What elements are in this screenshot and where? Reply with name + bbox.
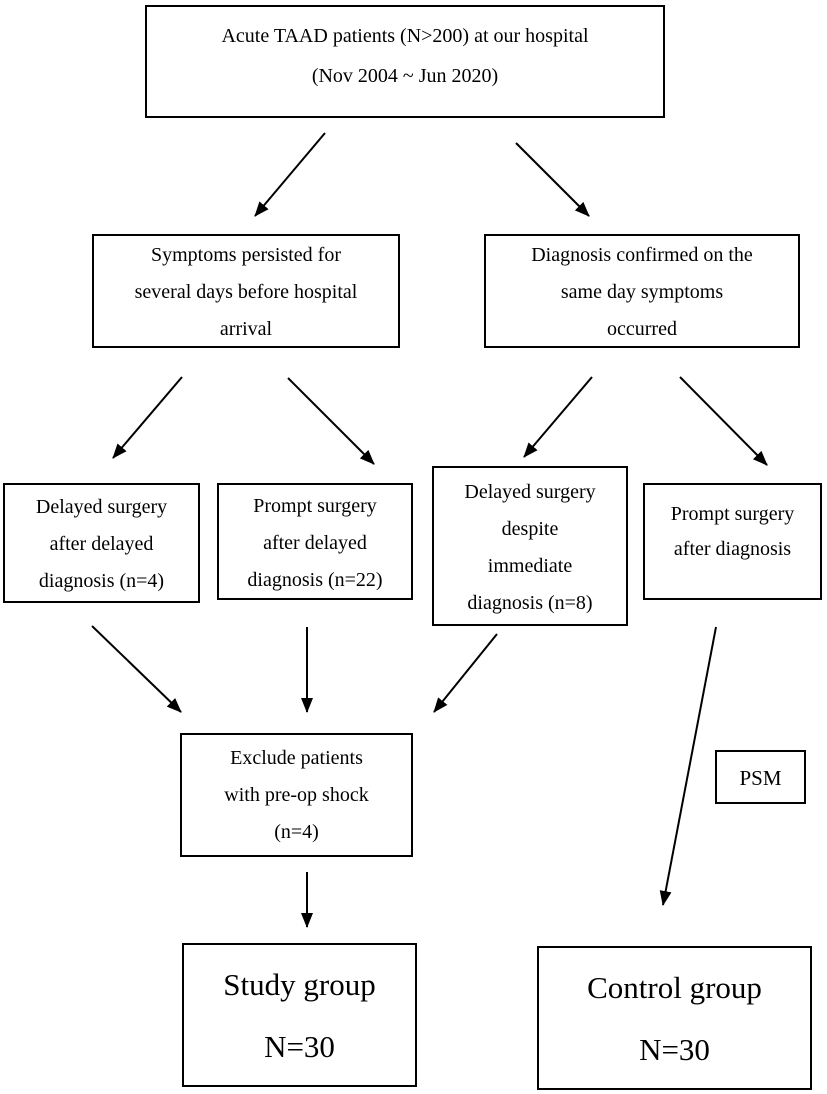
node-acute-taad-patients <box>145 5 665 118</box>
arrow-samedaydx-to-delayed-immediate <box>524 377 592 457</box>
node-line: Study group <box>223 967 376 1002</box>
arrow-symptoms-to-delayed-delayed <box>113 377 182 458</box>
node-line: PSM <box>739 766 782 790</box>
node-line: after delayed <box>49 533 154 555</box>
node-line: after diagnosis <box>673 538 792 560</box>
node-line: (n=4) <box>274 821 319 843</box>
node-line: N=30 <box>639 1032 710 1067</box>
node-prompt-surgery-delayed-diagnosis <box>217 483 413 600</box>
node-prompt-surgery-after-diagnosis <box>643 483 822 600</box>
node-line: N=30 <box>264 1029 335 1064</box>
node-line: diagnosis (n=4) <box>38 570 165 592</box>
node-line: several days before hospital <box>134 281 358 303</box>
node-line: occurred <box>607 318 677 340</box>
arrow-prompt-dx-to-control <box>663 627 716 905</box>
node-line: diagnosis (n=8) <box>467 592 593 614</box>
node-study-group <box>182 943 417 1087</box>
node-line: Prompt surgery <box>253 495 377 517</box>
node-exclude-preop-shock <box>180 733 413 857</box>
node-line: Exclude patients <box>230 747 363 769</box>
node-line: immediate <box>487 555 573 577</box>
node-line: Control group <box>587 970 762 1005</box>
arrow-total-to-samedaydx <box>516 143 589 216</box>
node-line: same day symptoms <box>560 281 724 303</box>
node-line: arrival <box>219 318 273 340</box>
node-delayed-surgery-delayed-diagnosis <box>3 483 200 603</box>
node-line: despite <box>501 518 559 540</box>
node-line: Acute TAAD patients (N>200) at our hospital <box>221 25 589 47</box>
arrow-symptoms-to-prompt-delayed <box>288 378 374 464</box>
node-symptoms-persisted <box>92 234 400 348</box>
node-line: with pre-op shock <box>224 784 369 806</box>
arrow-total-to-symptoms <box>255 133 325 216</box>
arrow-delayed-delayed-to-exclude <box>92 626 181 712</box>
arrow-samedaydx-to-prompt-dx <box>680 377 767 465</box>
node-line: Symptoms persisted for <box>151 244 341 266</box>
node-line: Diagnosis confirmed on the <box>531 244 753 266</box>
node-line: (Nov 2004 ~ Jun 2020) <box>311 65 499 87</box>
node-line: Delayed surgery <box>464 481 596 503</box>
node-psm <box>715 750 806 804</box>
arrow-delayed-immediate-to-exclude <box>434 634 497 712</box>
node-line: after delayed <box>263 532 367 554</box>
node-line: Prompt surgery <box>670 503 795 525</box>
node-diagnosis-same-day <box>484 234 800 348</box>
node-delayed-surgery-immediate-diagnosis <box>432 466 628 626</box>
node-line: diagnosis (n=22) <box>247 569 383 591</box>
node-line: Delayed surgery <box>35 496 168 518</box>
node-control-group <box>537 946 812 1090</box>
